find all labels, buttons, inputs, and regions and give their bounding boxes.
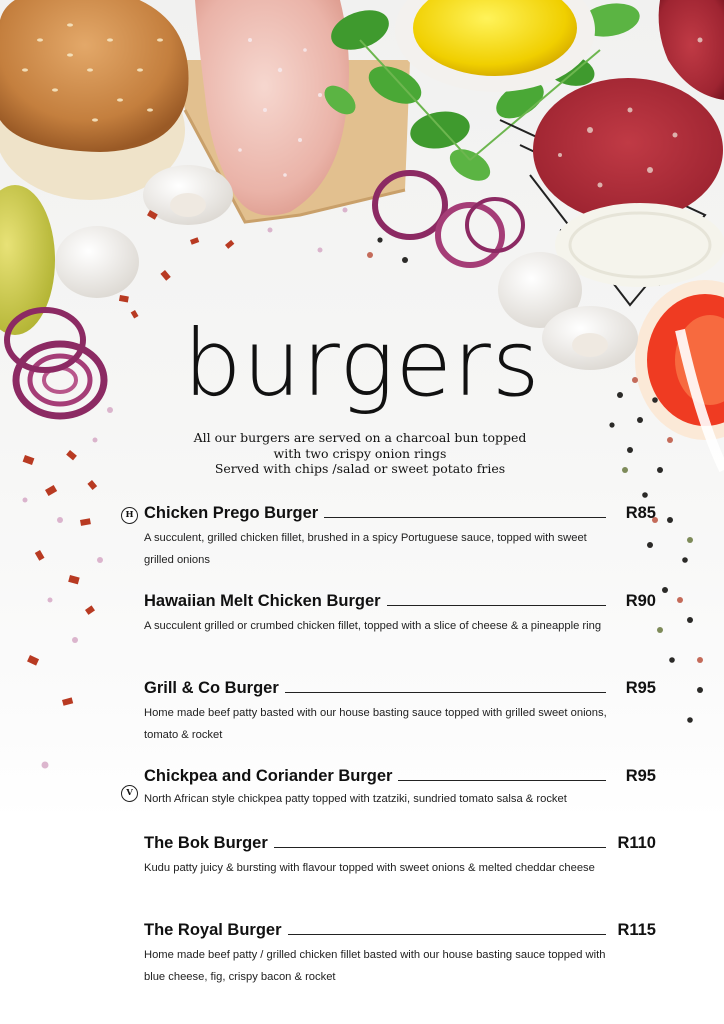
item-name: The Royal Burger (144, 921, 282, 939)
item-price: R95 (625, 679, 656, 697)
intro-line: All our burgers are served on a charcoal bun topped (193, 430, 527, 445)
dotted-leader (324, 505, 606, 518)
menu-item (144, 504, 656, 571)
halal-badge: H (121, 507, 138, 524)
item-price: R95 (625, 767, 656, 785)
menu-item (144, 767, 656, 809)
intro-line: Served with chips /salad or sweet potato fries (214, 461, 506, 476)
item-price: R115 (617, 921, 656, 939)
item-name: Hawaiian Melt Chicken Burger (144, 592, 381, 610)
menu-item (144, 921, 656, 988)
item-name: Chicken Prego Burger (144, 504, 319, 522)
page-title: burgers (183, 310, 541, 417)
item-name: Grill & Co Burger (144, 679, 279, 697)
menu-item (144, 834, 656, 880)
item-name: The Bok Burger (144, 834, 268, 852)
dotted-leader (288, 922, 606, 935)
item-description: Home made beef patty / grilled chicken fillet basted with our house basting sauce topped with blue cheese, fig, crispy bacon & rocket (144, 949, 606, 983)
menu-item (144, 592, 656, 638)
item-price: R90 (625, 592, 656, 610)
item-description: North African style chickpea patty topped with tzatziki, sundried tomato salsa & rocket (144, 793, 567, 805)
item-description: A succulent, grilled chicken fillet, brushed in a spicy Portuguese sauce, topped with sweet grilled onions (144, 532, 587, 566)
vegetarian-badge: V (121, 785, 138, 802)
dotted-leader (398, 768, 606, 781)
item-description: Home made beef patty basted with our house basting sauce topped with grilled sweet onions, tomato & rocket (144, 707, 607, 741)
item-name: Chickpea and Coriander Burger (144, 767, 393, 785)
intro-line: with two crispy onion rings (273, 445, 447, 461)
item-description: A succulent grilled or crumbed chicken fillet, topped with a slice of cheese & a pineapple ring (144, 620, 602, 632)
dotted-leader (387, 593, 606, 606)
menu-item (144, 679, 656, 746)
item-price: R110 (617, 834, 656, 852)
item-price: R85 (625, 504, 656, 522)
dotted-leader (274, 835, 606, 848)
item-description: Kudu patty juicy & bursting with flavour topped with sweet onions & melted cheddar cheese (144, 862, 595, 874)
dotted-leader (285, 680, 606, 693)
